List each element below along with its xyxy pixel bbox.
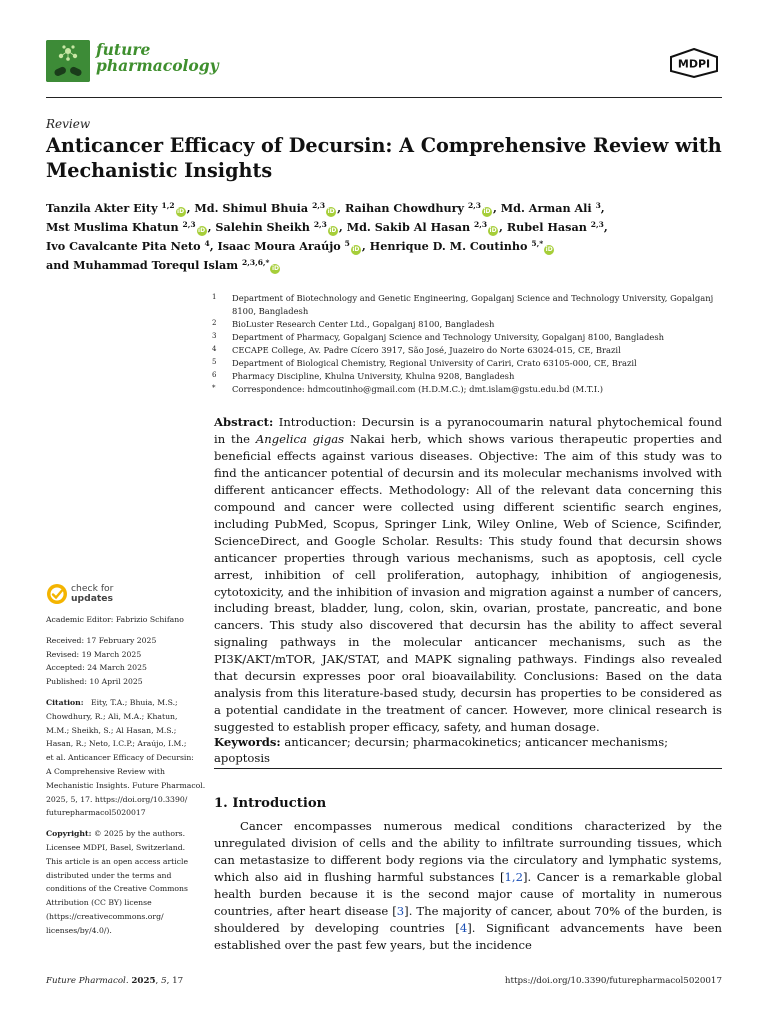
affiliation-text: Pharmacy Discipline, Khulna University, Khulna 9208, Bangladesh bbox=[232, 371, 515, 381]
affiliation-number: 2 bbox=[212, 319, 217, 327]
revised-date: Revised: 19 March 2025 bbox=[46, 649, 142, 659]
author-name: Henrique D. M. Coutinho bbox=[369, 239, 528, 253]
affiliation-number: 4 bbox=[212, 345, 217, 353]
check-for-updates-button[interactable] bbox=[46, 583, 156, 607]
copyright-line: Attribution (CC BY) license bbox=[46, 898, 152, 908]
affiliation-text: BioLuster Research Center Ltd., Gopalganj 8100, Bangladesh bbox=[232, 319, 495, 329]
author-affiliation-sup: 5 bbox=[344, 239, 350, 248]
author-affiliation-sup: 2,3 bbox=[473, 220, 488, 229]
intro-text-2: ]. Cancer is a remarkable global health burden because it is the second major cause of mortality in numerous countries, after heart disease [ bbox=[214, 870, 722, 919]
keywords-text: anticancer; decursin; pharmacokinetics; anticancer mechanisms; apoptosis bbox=[214, 735, 669, 765]
section-heading-introduction: 1. Introduction bbox=[214, 796, 327, 811]
copyright-line: © 2025 by the authors. bbox=[93, 829, 186, 839]
footer-year: 2025 bbox=[131, 976, 156, 986]
affiliation-number: 6 bbox=[212, 371, 217, 379]
orcid-icon[interactable]: iD bbox=[329, 227, 337, 234]
author-name: Md. Shimul Bhuia bbox=[194, 201, 309, 215]
orcid-icon[interactable]: iD bbox=[352, 246, 360, 253]
copyright-line: Licensee MDPI, Basel, Switzerland. bbox=[46, 842, 186, 852]
received-date: Received: 17 February 2025 bbox=[46, 635, 157, 645]
intro-text-3: ]. The majority of cancer, about 70% of the burden, is shouldered by developing countries [ bbox=[214, 904, 722, 936]
check-updates-label bbox=[71, 584, 113, 604]
citation-line: Hasan, R.; Neto, I.C.P.; Araújo, I.M.; bbox=[46, 739, 187, 749]
author-name: Isaac Moura Araújo bbox=[217, 239, 341, 253]
author-affiliation-sup: 1,2 bbox=[161, 201, 175, 210]
article-title: Anticancer Efficacy of Decursin: A Comprehensive Review with Mechanistic Insights bbox=[46, 134, 722, 182]
intro-text-4: ]. Significant advancements have been established over the past few years, but the incidence bbox=[214, 921, 722, 953]
abstract-text-2: Nakai herb, which shows various therapeutic properties and beneficial effects against various diseases. Objective: The aim of this study was to find the anticancer potential of decursin and its molecular mechanisms involved with different anticancer effects. Methodology: All of the relevant data concerning this compound and cancer were collected using different scientific search engines, including PubMed, Scopus, Springer Link, Wiley Online, Web of Science, Scifinder, ScienceDirect, and Google Scholar. Results: This study found that decursin shows anticancer properties through various mechanisms, such as apoptosis, cell cycle arrest, inhibition of cell proliferation, autophagy, inhibition of angiogenesis, cytotoxicity, and the inhibition of invasion and migration against a number of cancers, including breast, bladder, lung, colon, skin, ovarian, prostate, pancreatic, and bone cancers. This study also discovered that decursin has the ability to affect several signaling pathways in the molecular anticancer mechanisms, such as the PI3K/AKT/mTOR, JAK/STAT, and MAPK signaling pathways. Findings also revealed that decursin expresses poor oral bioavailability. Conclusions: Based on the data analysis from this literature-based study, decursin has properties to be considered as a potential candidate in the treatment of cancer. However, more clinical research is suggested to establish proper efficacy, safety, and human dosage. bbox=[214, 431, 722, 735]
copyright-line: This article is an open access article bbox=[46, 856, 189, 866]
reference-link[interactable]: 3 bbox=[396, 904, 405, 919]
citation-line[interactable]: 2025, 5, 17. https://doi.org/10.3390/ bbox=[46, 794, 188, 804]
citation-label: Citation: bbox=[46, 697, 84, 707]
author-name: Md. Sakib Al Hasan bbox=[346, 220, 471, 234]
affiliation-number: 5 bbox=[212, 358, 217, 366]
introduction-paragraph bbox=[214, 818, 722, 954]
citation-line: et al. Anticancer Efficacy of Decursin: bbox=[46, 753, 194, 763]
article-type: Review bbox=[46, 117, 91, 131]
reference-link[interactable]: 4 bbox=[459, 921, 468, 936]
license-link[interactable]: (https://creativecommons.org/ bbox=[46, 911, 164, 921]
affiliation-text: Department of Pharmacy, Gopalganj Science and Technology University, Gopalganj 8100, Bangladesh bbox=[232, 332, 665, 342]
keywords bbox=[214, 734, 722, 766]
journal-name-line1: future bbox=[96, 40, 151, 59]
affiliation-text: Department of Biological Chemistry, Regional University of Cariri, Crato 63105-000, CE, Brazil bbox=[232, 358, 637, 368]
affiliation-item bbox=[212, 292, 722, 318]
article-info-sidebar bbox=[46, 613, 206, 945]
author-line-3: Ivo Cavalcante Pita Neto $^4$, Isaac Moura Araújo $^5$iD , Henrique D. M. Coutinho $^{5,*}$iD bbox=[46, 239, 553, 253]
affiliation-item bbox=[212, 370, 722, 383]
intro-text-1: Cancer encompasses numerous medical conditions characterized by the unregulated division of cells and the ability to infiltrate surrounding tissues, which can metastasize to different body regions via the circulatory and lymphatic systems, which also aid in flushing harmful substances [ bbox=[214, 819, 722, 885]
affiliation-text: Department of Biotechnology and Genetic Engineering, Gopalganj Science and Technology University, Gopalganj 8100, Bangladesh bbox=[232, 293, 714, 316]
citation-line: M.M.; Sheikh, S.; Al Hasan, M.S.; bbox=[46, 725, 177, 735]
check-updates-icon bbox=[46, 583, 68, 605]
keywords-divider bbox=[214, 768, 722, 769]
reference-link[interactable]: 1,2 bbox=[504, 870, 523, 885]
orcid-icon[interactable]: iD bbox=[489, 227, 497, 234]
author-affiliation-sup: 5,* bbox=[531, 239, 544, 248]
author-affiliation-sup: 2,3 bbox=[590, 220, 604, 229]
copyright-line: distributed under the terms and bbox=[46, 870, 172, 880]
academic-editor bbox=[46, 613, 202, 627]
affiliation-number: * bbox=[212, 384, 216, 392]
page-footer bbox=[46, 976, 722, 990]
author-name: Tanzila Akter Eity bbox=[46, 201, 158, 215]
citation-line: Eity, T.A.; Bhuia, M.S.; bbox=[90, 697, 178, 707]
page-header bbox=[46, 40, 722, 84]
author-name: Md. Arman Ali bbox=[500, 201, 592, 215]
mdpi-logo bbox=[668, 48, 720, 78]
correspondence-item bbox=[212, 383, 722, 396]
abstract-species-name: Angelica gigas bbox=[255, 431, 345, 446]
author-list bbox=[46, 198, 746, 274]
affiliation-text: CECAPE College, Av. Padre Cícero 3917, São José, Juazeiro do Norte 63024-015, CE, Brazil bbox=[232, 345, 621, 355]
affiliation-list bbox=[212, 292, 722, 396]
citation-block bbox=[46, 696, 206, 820]
article-dates bbox=[46, 634, 202, 689]
abstract-text-1: Introduction: Decursin is a pyranocoumarin natural phytochemical found in the bbox=[214, 415, 723, 446]
author-name: Mst Muslima Khatun bbox=[46, 220, 179, 234]
academic-editor-text: Academic Editor: Fabrizio Schifano bbox=[46, 615, 184, 624]
author-name: and Muhammad Torequl Islam bbox=[46, 258, 239, 272]
check-updates-line1: check for bbox=[71, 583, 114, 594]
abstract bbox=[214, 414, 722, 736]
footer-journal: Future Pharmacol. bbox=[46, 976, 129, 986]
author-line-4 bbox=[46, 255, 746, 274]
orcid-icon[interactable]: iD bbox=[483, 208, 491, 215]
publisher-name: MDPI bbox=[677, 57, 711, 71]
footer-volume: 5 bbox=[161, 976, 167, 986]
citation-line[interactable]: futurepharmacol5020017 bbox=[46, 808, 146, 818]
orcid-icon[interactable]: iD bbox=[271, 265, 279, 272]
citation-line: A Comprehensive Review with bbox=[46, 766, 165, 776]
journal-name-line2: pharmacology bbox=[96, 56, 219, 75]
author-affiliation-sup: 3 bbox=[595, 201, 601, 210]
header-divider bbox=[46, 97, 722, 98]
journal-name bbox=[96, 42, 219, 74]
orcid-icon[interactable]: iD bbox=[177, 208, 185, 215]
copyright-label: Copyright: bbox=[46, 829, 92, 839]
orcid-icon[interactable]: iD bbox=[198, 227, 206, 234]
keywords-label: Keywords: bbox=[214, 735, 281, 749]
author-affiliation-sup: 2,3 bbox=[312, 201, 326, 210]
citation-line: Mechanistic Insights. Future Pharmacol. bbox=[46, 780, 206, 790]
affiliation-item bbox=[212, 344, 722, 357]
affiliation-number: 3 bbox=[212, 332, 217, 340]
footer-article-number: 17 bbox=[172, 976, 184, 986]
orcid-icon[interactable]: iD bbox=[545, 246, 553, 253]
affiliation-item bbox=[212, 318, 722, 331]
affiliation-item bbox=[212, 331, 722, 344]
footer-doi-link[interactable]: https://doi.org/10.3390/futurepharmacol5020017 bbox=[504, 976, 722, 986]
journal-logo-icon bbox=[46, 40, 90, 82]
author-affiliation-sup: 2,3 bbox=[182, 220, 196, 229]
affiliation-number: 1 bbox=[212, 293, 217, 301]
author-affiliation-sup: 2,3 bbox=[313, 220, 327, 229]
author-name: Salehin Sheikh bbox=[215, 220, 310, 234]
author-line-2: Mst Muslima Khatun $^{2,3}$iD , Salehin Sheikh $^{2,3}$iD , Md. Sakib Al Hasan $^{2,3}$iD , Rubel Hasan $^{2,3}$, bbox=[46, 220, 608, 234]
author-affiliation-sup: 2,3 bbox=[467, 201, 481, 210]
orcid-icon[interactable]: iD bbox=[327, 208, 335, 215]
author-name: Ivo Cavalcante Pita Neto bbox=[46, 239, 201, 253]
citation-line: Chowdhury, R.; Ali, M.A.; Khatun, bbox=[46, 711, 178, 721]
author-affiliation-sup: 4 bbox=[204, 239, 210, 248]
correspondence-text[interactable]: Correspondence: hdmcoutinho@gmail.com (H.D.M.C.); dmt.islam@gstu.edu.bd (M.T.I.) bbox=[232, 384, 604, 394]
copyright-line: conditions of the Creative Commons bbox=[46, 884, 188, 894]
author-affiliation-sup: 2,3,6,* bbox=[242, 258, 270, 267]
footer-citation: Future Pharmacol. 2025, 5, 17 bbox=[46, 976, 184, 986]
license-link[interactable]: licenses/by/4.0/). bbox=[46, 925, 112, 935]
abstract-label: Abstract: bbox=[214, 415, 274, 429]
author-line-1: Tanzila Akter Eity $^{1,2}$iD , Md. Shimul Bhuia $^{2,3}$iD , Raihan Chowdhury $^{2,3}$iD , Md. Arman Ali $^3$, bbox=[46, 201, 605, 215]
author-name: Rubel Hasan bbox=[506, 220, 587, 234]
check-updates-line2: updates bbox=[71, 593, 113, 604]
accepted-date: Accepted: 24 March 2025 bbox=[46, 663, 147, 673]
copyright-block bbox=[46, 827, 202, 937]
author-name: Raihan Chowdhury bbox=[344, 201, 465, 215]
affiliation-item bbox=[212, 357, 722, 370]
published-date: Published: 10 April 2025 bbox=[46, 677, 143, 687]
